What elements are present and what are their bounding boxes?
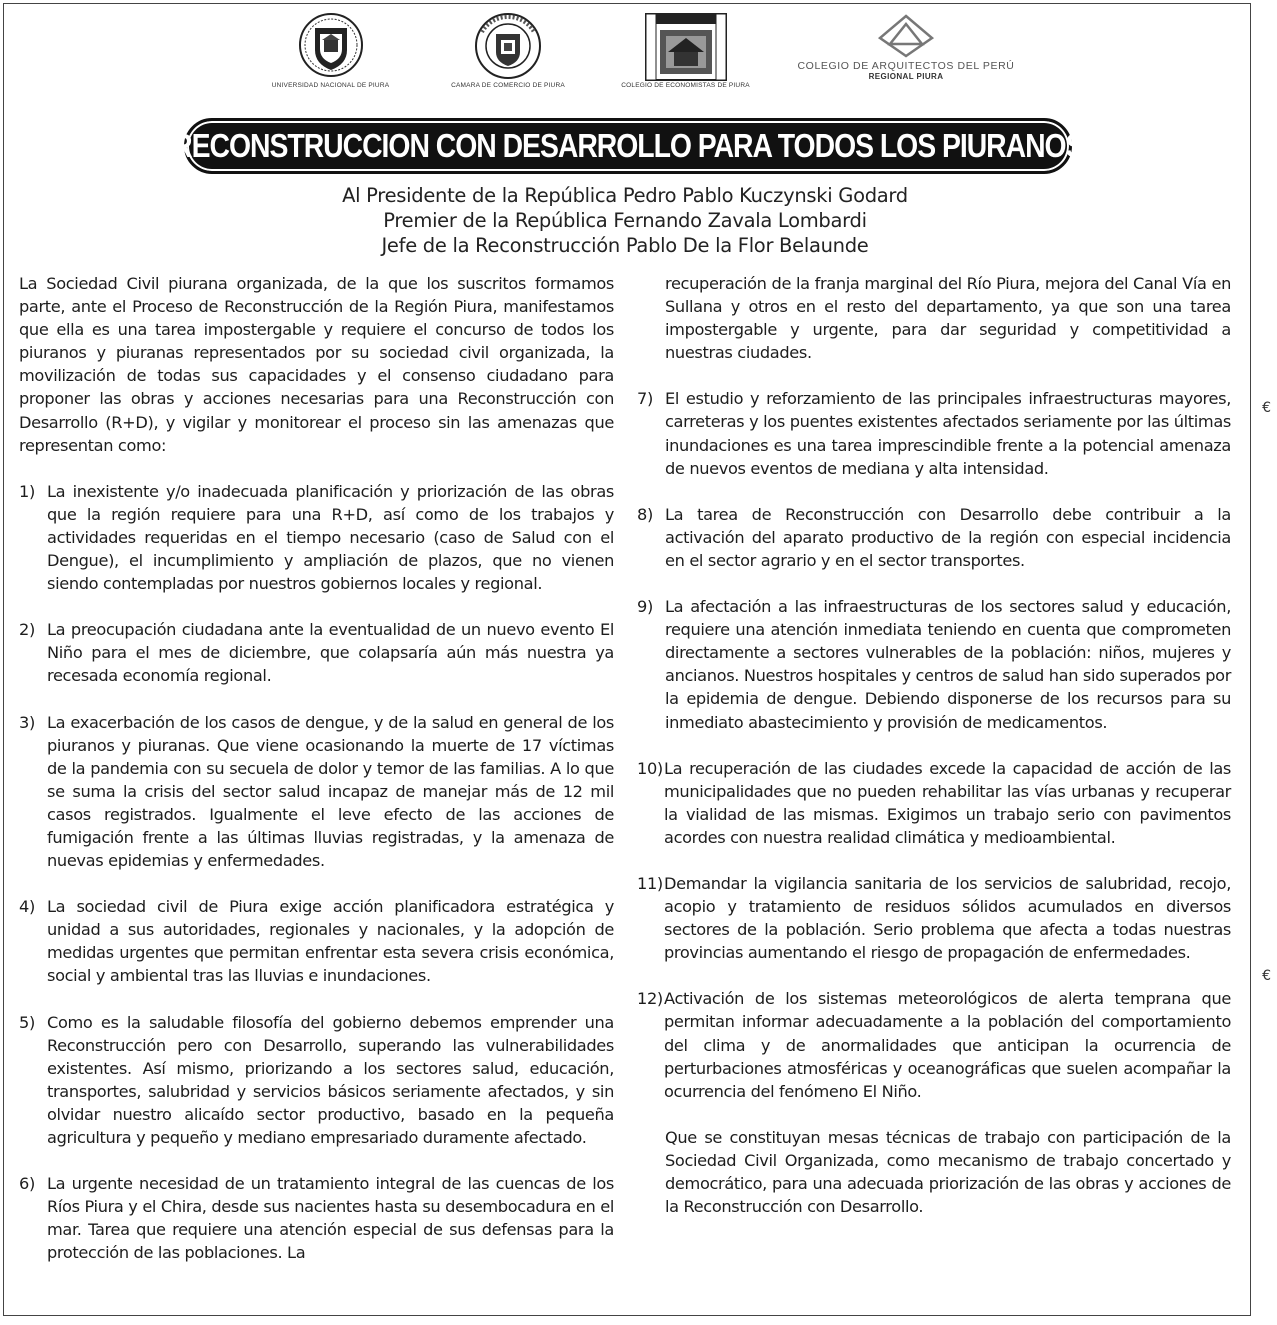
item-number: 3): [19, 712, 35, 732]
arquitectos-caption: COLEGIO DE ARQUITECTOS DEL PERÚ: [797, 60, 1015, 72]
intro-paragraph: La Sociedad Civil piurana organizada, de la que los suscritos formamos parte, ante el Proceso de Reconstrucción de la Región Piura, manifestamos que ella es una tarea impostergable y requiere el concurso de todos los piuranos y piuranas representados por su sociedad civil organizada, la movilización de todas sus capacidades y el consenso ciudadano para proponer las obras y acciones necesarias para una Reconstrucción con Desarrollo (R+D), y vigilar y monitorear el proceso sin las amenazas que representan como:: [19, 274, 614, 455]
list-item: [19, 1011, 614, 1150]
margin-mark: €: [1262, 968, 1271, 984]
item-number: 9): [637, 597, 653, 617]
item-text: Demandar la vigilancia sanitaria de los servicios de salubridad, recojo, acopio y tratamiento de residuos sólidos acumulados en diversos sectores de la población. Serio problema que afecta a todas nuestras provincias aumentando el riesgo de propagación de enfermedades.: [664, 873, 1231, 963]
item-text: La preocupación ciudadana ante la eventualidad de un nuevo evento El Niño para el mes de diciembre, que colapsaría aún más nuestra ya recesada economía regional.: [47, 620, 614, 686]
right-column: [637, 272, 1231, 1218]
list-item: [637, 503, 1231, 572]
arquitectos-subcaption: REGIONAL PIURA: [868, 72, 944, 81]
economistas-caption: COLEGIO DE ECONOMISTAS DE PIURA: [621, 82, 750, 89]
addressee-line: Al Presidente de la República Pedro Pablo Kuczynski Godard: [342, 184, 908, 207]
item-text: La exacerbación de los casos de dengue, y de la salud en general de los piuranos y piuranas. Que viene ocasionando la muerte de 17 víctimas de la pandemia con su secuela de dolor y temor de las familias. A lo que se suma la crisis del sector salud incapaz de manejar más de 12 mil casos registrados. Igualmente el leve efecto de las acciones de fumigación frente a las últimas lluvias registradas, y la amenaza de nuevas epidemias y enfermedades.: [47, 712, 614, 871]
item-text: La inexistente y/o inadecuada planificación y priorización de las obras que la región requiere para una R+D, así como de los trabajos y actividades requeridas en el tiempo necesario (caso de Salud con el Dengue), el incumplimiento y ampliación de plazos, que no vienen siendo contempladas por nuestros gobiernos locales y regional.: [47, 481, 614, 594]
list-item: [19, 1172, 614, 1264]
addressee-block: [0, 183, 1250, 258]
camara-caption: CAMARA DE COMERCIO DE PIURA: [451, 82, 565, 89]
addressee-line: Jefe de la Reconstrucción Pablo De la Flor Belaunde: [381, 234, 869, 257]
left-column: [19, 272, 614, 1264]
list-item: [637, 987, 1231, 1102]
list-item: [19, 480, 614, 595]
item-text: La afectación a las infraestructuras de los sectores salud y educación, requiere una atención inmediata teniendo en cuenta que comprometen directamente a sectores vulnerables de la población: niños, mujeres y ancianos. Nuestros hospitales y centros de salud han sido superados por la epidemia de dengue. Debiendo disponerse de los recursos para su inmediato abastecimiento y provisión de medicamentos.: [665, 597, 1231, 732]
item-number: 11): [637, 873, 663, 893]
headline-banner: [172, 118, 1084, 174]
item-text: Como es la saludable filosofía del gobierno debemos emprender una Reconstrucción pero con Desarrollo, superando las vulnerabilidades existentes. Así mismo, priorizando a los sectores salud, educación, transportes, salubridad y servicios básicos seriamente afectados, y sin olvidar nuestro alicaído sector productivo, basado en la pequeña agricultura y pequeño y mediano empresariado duramente afectado.: [47, 1012, 614, 1147]
item-text: La recuperación de las ciudades excede la capacidad de acción de las municipalidades que no pueden rehabilitar las vías urbanas y recuperar la vialidad de las mismas. Exigimos un trabajo serio con pavimentos acordes con nuestra realidad climática y medioambiental.: [664, 758, 1231, 847]
item-text: recuperación de la franja marginal del Río Piura, mejora del Canal Vía en Sullana y otros en el resto del departamento, ya que son una tarea impostergable y urgente, para dar seguridad y competitividad a nuestras ciudades.: [665, 274, 1231, 363]
continuation-paragraph: [637, 272, 1231, 364]
camara-logo: [428, 12, 588, 89]
list-item: [637, 872, 1231, 964]
economistas-logo: [598, 12, 773, 89]
list-item: [19, 618, 614, 687]
item-number: 2): [19, 620, 35, 640]
arquitectos-triangle-icon: [874, 12, 938, 60]
margin-mark: €: [1262, 400, 1271, 416]
item-text: La tarea de Reconstrucción con Desarrollo debe contribuir a la activación del aparato productivo de la región con especial incidencia en el sector agrario y en el sector transportes.: [665, 504, 1231, 570]
item-number: 8): [637, 504, 653, 524]
item-number: 10): [637, 758, 663, 778]
item-number: 7): [637, 389, 653, 409]
item-text: La sociedad civil de Piura exige acción planificadora estratégica y unidad a sus autoridades, regionales y nacionales, y la adopción de medidas urgentes que permitan enfrentar esta severa crisis económica, social y ambiental tras las lluvias e inundaciones.: [47, 897, 614, 986]
headline-text: RECONSTRUCCION CON DESARROLLO PARA TODOS LOS PIURANOS: [172, 127, 1084, 164]
economistas-seal-icon: [644, 12, 728, 82]
item-number: 5): [19, 1012, 35, 1032]
arquitectos-logo: [786, 12, 1026, 81]
list-item: [637, 387, 1231, 479]
item-number: 4): [19, 897, 35, 917]
unp-seal-icon: [291, 12, 371, 82]
list-item: [19, 711, 614, 873]
closing-paragraph: [637, 1126, 1231, 1218]
unp-logo: [248, 12, 413, 89]
logo-strip: [248, 12, 1028, 102]
item-number: 6): [19, 1174, 35, 1194]
list-item: [637, 757, 1231, 849]
closing-text: Que se constituyan mesas técnicas de trabajo con participación de la Sociedad Civil Organizada, como mecanismo de trabajo concertado y democrático, para una adecuada priorización de las obras y acciones de la Reconstrucción con Desarrollo.: [665, 1127, 1231, 1217]
item-number: 12): [637, 989, 663, 1009]
item-number: 1): [19, 481, 35, 501]
addressee-line: Premier de la República Fernando Zavala Lombardi: [383, 209, 867, 232]
unp-caption: UNIVERSIDAD NACIONAL DE PIURA: [271, 82, 390, 89]
item-text: Activación de los sistemas meteorológicos de alerta temprana que permitan informar adecuadamente a la población del comportamiento del clima y de anormalidades que anticipan la ocurrencia de perturbaciones atmosféricas y oceanográficas que suelen acompañar la ocurrencia del fenómeno El Niño.: [664, 989, 1231, 1101]
item-text: El estudio y reforzamiento de las principales infraestructuras mayores, carreteras y los puentes existentes afectados seriamente por las últimas inundaciones es una tarea imprescindible frente a la potencial amenaza de nuevos eventos de mediana y alta intensidad.: [665, 389, 1231, 478]
list-item: [637, 595, 1231, 734]
camara-seal-icon: [468, 12, 548, 82]
item-text: La urgente necesidad de un tratamiento integral de las cuencas de los Ríos Piura y el Chira, desde sus nacientes hasta su desembocadura en el mar. Tarea que requiere una atención especial de sus defensas para la protección de las poblaciones. La: [47, 1174, 614, 1263]
list-item: [19, 895, 614, 987]
